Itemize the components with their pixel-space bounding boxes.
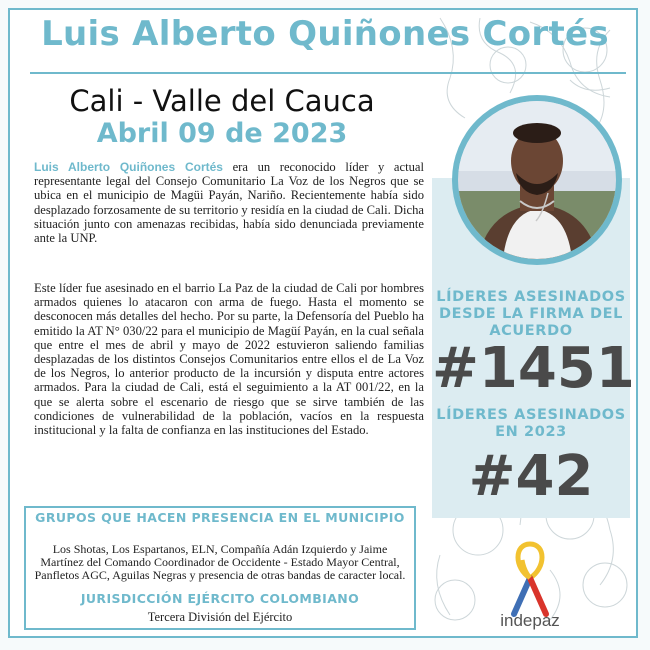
paragraph-1-text: era un reconocido líder y actual representante legal del Consejo Comunitario La Voz de los Negros que se ubica en el municipio de Magüi Payán, Nariño. Recientemente había sido desplazado forzosamente de su territorio y residía en la ciudad de Cali. Dicha situación junto con amenazas recibidas, había sido denunciada previamente ante la UNP. [34, 160, 424, 246]
body-paragraph-1 [34, 160, 424, 245]
stats-total-label: LÍDERES ASESINADOS DESDE LA FIRMA DEL ACUERDO [436, 289, 626, 339]
stats-year-value: #42 [468, 444, 594, 509]
date-heading: Abril 09 de 2023 [96, 118, 348, 149]
armed-groups-list: Los Shotas, Los Espartanos, ELN, Compañía Adán Izquierdo y Jaime Martínez del Comando Coordinador de Occidente - Estado Mayor Central, Panfletos AGC, Aguilas Negras y presencia de otras bandas de caracter local. [34, 542, 406, 582]
army-jurisdiction-value: Tercera División del Ejército [147, 610, 293, 624]
leader-name-inline: Luis Alberto Quiñones Cortés [34, 160, 223, 174]
portrait-photo [452, 95, 622, 265]
army-jurisdiction-title: JURISDICCIÓN EJÉRCITO COLOMBIANO [80, 591, 360, 606]
location-heading: Cali - Valle del Cauca [69, 84, 375, 118]
portrait-illustration [458, 101, 616, 259]
armed-groups-title: GRUPOS QUE HACEN PRESENCIA EN EL MUNICIPIO [35, 510, 405, 525]
title-divider [30, 72, 626, 74]
leader-name-title: Luis Alberto Quiñones Cortés [41, 14, 609, 54]
stats-total-value: #1451 [432, 336, 635, 401]
body-paragraph-2: Este líder fue asesinado en el barrio La Paz de la ciudad de Cali por hombres armados quienes lo atacaron con arma de fuego. Hasta el momento se desconocen más detalles del hecho. Por su parte, la Defensoría del Pueblo ha emitido la AT N° 030/22 para el municipio de Magüí Payán, en la cual señala que entre el mes de abril y mayo de 2022 estuvieron saliendo familias desplazadas de los distintos Consejos Comunitarios entre ellos el de La Voz de los Negros, lo anterior producto de la incursión y disputa entre actores armados. Para la ciudad de Cali, está el seguimiento a la AT 001/22, en la que se alerta sobre el escenario de riesgo que se sirve también de las condiciones de vulnerabilidad de la población, vacíos en la respuesta institucional y la falta de confianza en las instituciones del Estado. [34, 281, 424, 438]
indepaz-logo-text: indepaz [500, 611, 560, 630]
portrait-image [458, 101, 616, 259]
indepaz-ribbon-icon [500, 538, 560, 618]
stats-year-label: LÍDERES ASESINADOS EN 2023 [436, 407, 626, 440]
